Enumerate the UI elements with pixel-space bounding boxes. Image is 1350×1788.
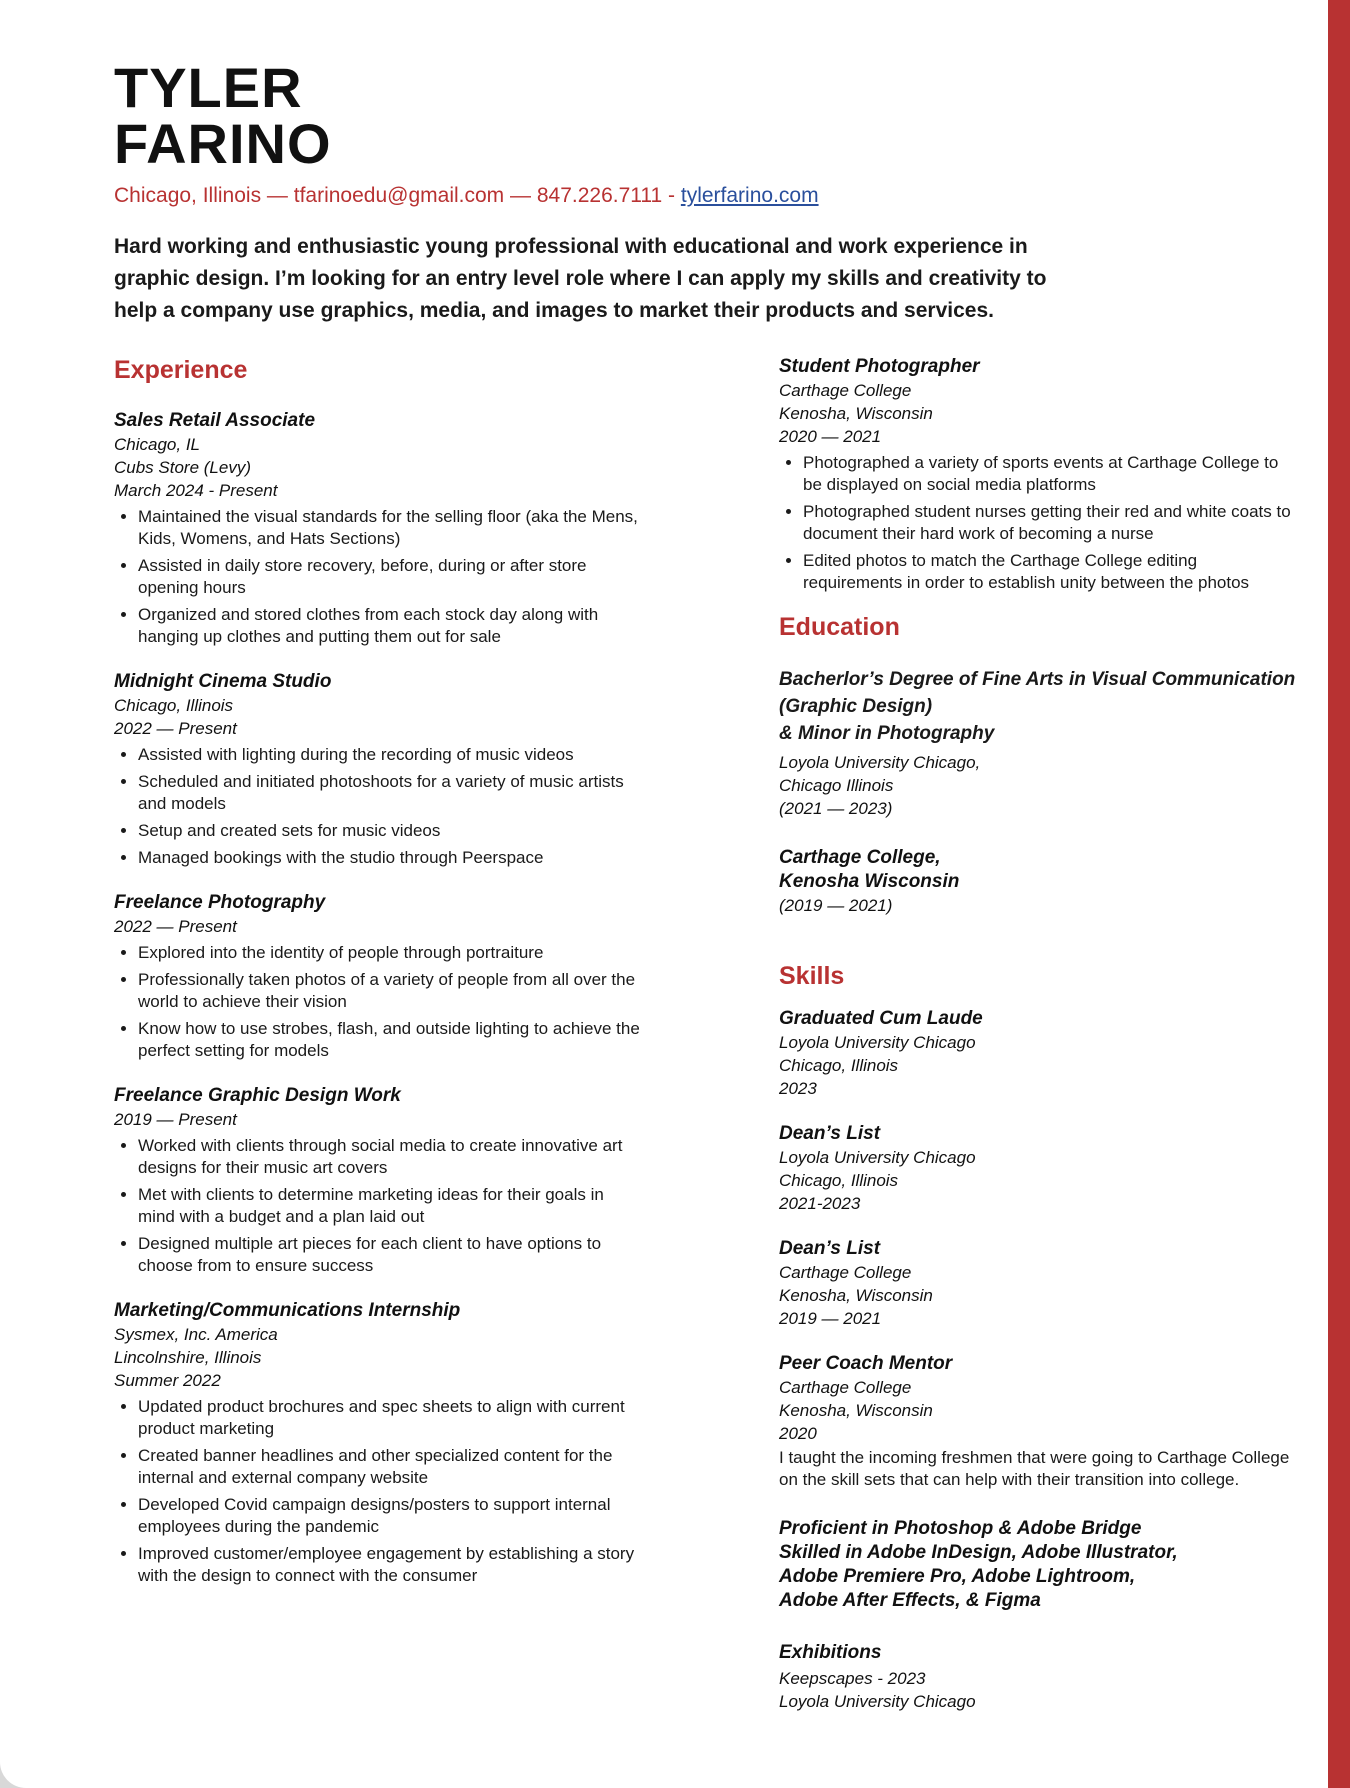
- contact-line: [114, 184, 819, 208]
- bullet-item: • Met with clients to determine marketing ideas for their goals in mind with a budget and a plan laid out: [138, 1184, 644, 1228]
- summary-paragraph: Hard working and enthusiastic young professional with educational and work experience in graphic design. I’m looking for an entry level role where I can apply my skills and creativity to help a company use graphics, media, and images to market their products and services.: [114, 235, 1047, 322]
- school-years: (2021 — 2023): [779, 799, 893, 818]
- degree-title: Bacherlor’s Degree of Fine Arts in Visual Communication (Graphic Design): [779, 669, 1296, 717]
- bullet-item: • Updated product brochures and spec sheets to align with current product marketing: [138, 1396, 644, 1440]
- skill-location: Kenosha, Wisconsin: [779, 1401, 933, 1420]
- job-title: Student Photographer: [779, 356, 980, 377]
- skill-location: Chicago, Illinois: [779, 1056, 899, 1075]
- skill-location: Chicago, Illinois: [779, 1171, 899, 1190]
- bullet-item: • Photographed a variety of sports events at Carthage College to be displayed on social media platforms: [803, 452, 1299, 496]
- contact-email[interactable]: tfarinoedu@gmail.com: [293, 184, 505, 207]
- exhibition-venue: Loyola University Chicago: [779, 1692, 976, 1711]
- left-column: [114, 355, 644, 1609]
- job-employer: Carthage College: [779, 381, 912, 400]
- proficiency-line: Proficient in Photoshop & Adobe Bridge: [779, 1518, 1142, 1539]
- job-entry: [114, 409, 644, 648]
- bullet-item: • Managed bookings with the studio through Peerspace: [138, 847, 644, 869]
- skill-title: Dean’s List: [779, 1238, 881, 1259]
- job-title: Freelance Photography: [114, 892, 326, 913]
- job-dates: March 2024 - Present: [114, 481, 278, 500]
- website-link[interactable]: tylerfarino.com: [680, 184, 819, 207]
- contact-location: Chicago, Illinois: [114, 184, 262, 207]
- job-entry: [114, 891, 644, 1062]
- education-heading: Education: [779, 613, 900, 641]
- bullet-item: • Assisted in daily store recovery, before, during or after store opening hours: [138, 555, 644, 599]
- proficiency-line: Skilled in Adobe InDesign, Adobe Illustrator,: [779, 1542, 1178, 1563]
- experience-heading: Experience: [114, 356, 248, 384]
- candidate-name: [114, 56, 332, 175]
- skill-entry: [779, 1007, 1299, 1100]
- skill-entry: [779, 1352, 1299, 1491]
- bullet-item: • Know how to use strobes, flash, and outside lighting to achieve the perfect setting for models: [138, 1018, 644, 1062]
- bullet-item: • Created banner headlines and other specialized content for the internal and external company website: [138, 1445, 644, 1489]
- job-bullets: [114, 1396, 644, 1587]
- contact-phone: 847.226.7111: [536, 184, 663, 207]
- degree-minor: & Minor in Photography: [779, 723, 995, 744]
- skill-title: Dean’s List: [779, 1123, 881, 1144]
- bullet-item: • Edited photos to match the Carthage College editing requirements in order to establish unity between the photos: [803, 550, 1299, 594]
- bullet-item: • Professionally taken photos of a variety of people from all over the world to achieve their vision: [138, 969, 644, 1013]
- job-entry: [114, 1084, 644, 1277]
- skill-year: 2019 — 2021: [779, 1309, 882, 1328]
- bullet-item: • Maintained the visual standards for the selling floor (aka the Mens, Kids, Womens, and Hats Sections): [138, 506, 644, 550]
- job-entry: [114, 1299, 644, 1587]
- job-title: Marketing/Communications Internship: [114, 1300, 461, 1321]
- job-bullets: [114, 506, 644, 648]
- job-dates: 2020 — 2021: [779, 427, 882, 446]
- skills-heading: Skills: [779, 962, 845, 990]
- contact-separator: -: [662, 184, 681, 207]
- exhibition-item: Keepscapes - 2023: [779, 1669, 926, 1688]
- skill-title: Graduated Cum Laude: [779, 1008, 983, 1029]
- bullet-item: • Organized and stored clothes from each stock day along with hanging up clothes and putting them out for sale: [138, 604, 644, 648]
- bullet-item: • Explored into the identity of people through portraiture: [138, 942, 644, 964]
- skill-year: 2021-2023: [779, 1194, 861, 1213]
- skill-institution: Carthage College: [779, 1263, 912, 1282]
- skill-entry: [779, 1122, 1299, 1215]
- exhibitions-title: Exhibitions: [779, 1642, 882, 1663]
- bullet-item: • Designed multiple art pieces for each client to have options to choose from to ensure success: [138, 1233, 644, 1277]
- skill-title: Peer Coach Mentor: [779, 1353, 953, 1374]
- job-bullets: [114, 1135, 644, 1277]
- school-years: (2019 — 2021): [779, 896, 893, 915]
- software-proficiency: [779, 1517, 1299, 1613]
- contact-separator: —: [504, 184, 537, 207]
- job-dates: 2019 — Present: [114, 1110, 237, 1129]
- skill-institution: Loyola University Chicago: [779, 1148, 976, 1167]
- bullet-item: • Photographed student nurses getting their red and white coats to document their hard work of becoming a nurse: [803, 501, 1299, 545]
- job-dates: 2022 — Present: [114, 917, 237, 936]
- skill-year: 2023: [779, 1079, 817, 1098]
- skill-year: 2020: [779, 1424, 817, 1443]
- name-last: FARINO: [114, 112, 332, 175]
- job-employer: Cubs Store (Levy): [114, 458, 251, 477]
- job-location: Chicago, Illinois: [114, 696, 234, 715]
- right-column: [779, 355, 1299, 1713]
- job-entry: [779, 355, 1299, 594]
- job-dates: 2022 — Present: [114, 719, 237, 738]
- job-bullets: [779, 452, 1299, 594]
- job-dates: Summer 2022: [114, 1371, 221, 1390]
- school-location: Chicago Illinois: [779, 776, 894, 795]
- bullet-item: • Assisted with lighting during the recording of music videos: [138, 744, 644, 766]
- job-title: Freelance Graphic Design Work: [114, 1085, 401, 1106]
- bullet-item: • Improved customer/employee engagement by establishing a story with the design to connect with the consumer: [138, 1543, 644, 1587]
- job-bullets: [114, 942, 644, 1062]
- job-bullets: [114, 744, 644, 869]
- accent-sidebar: [1328, 0, 1350, 1788]
- bullet-item: • Scheduled and initiated photoshoots for a variety of music artists and models: [138, 771, 644, 815]
- mentor-description: I taught the incoming freshmen that were going to Carthage College on the skill sets that can help with their transition into college.: [779, 1448, 1290, 1489]
- school-name: Carthage College,: [779, 847, 941, 868]
- skill-location: Kenosha, Wisconsin: [779, 1286, 933, 1305]
- bullet-item: • Setup and created sets for music videos: [138, 820, 644, 842]
- job-employer: Sysmex, Inc. America: [114, 1325, 278, 1344]
- job-location: Chicago, IL: [114, 435, 200, 454]
- proficiency-line: Adobe After Effects, & Figma: [779, 1590, 1041, 1611]
- bullet-item: • Worked with clients through social media to create innovative art designs for their music art covers: [138, 1135, 644, 1179]
- name-first: TYLER: [114, 56, 303, 119]
- contact-separator: —: [261, 184, 294, 207]
- job-title: Sales Retail Associate: [114, 410, 316, 431]
- proficiency-line: Adobe Premiere Pro, Adobe Lightroom,: [779, 1566, 1136, 1587]
- job-location: Lincolnshire, Illinois: [114, 1348, 262, 1367]
- skill-entry: [779, 1237, 1299, 1330]
- school-location: Kenosha Wisconsin: [779, 871, 960, 892]
- job-entry: [114, 670, 644, 869]
- bullet-item: • Developed Covid campaign designs/posters to support internal employees during the pandemic: [138, 1494, 644, 1538]
- school-name: Loyola University Chicago,: [779, 753, 981, 772]
- exhibitions-block: [779, 1641, 1299, 1713]
- job-title: Midnight Cinema Studio: [114, 671, 332, 692]
- job-location: Kenosha, Wisconsin: [779, 404, 933, 423]
- skill-institution: Loyola University Chicago: [779, 1033, 976, 1052]
- skill-institution: Carthage College: [779, 1378, 912, 1397]
